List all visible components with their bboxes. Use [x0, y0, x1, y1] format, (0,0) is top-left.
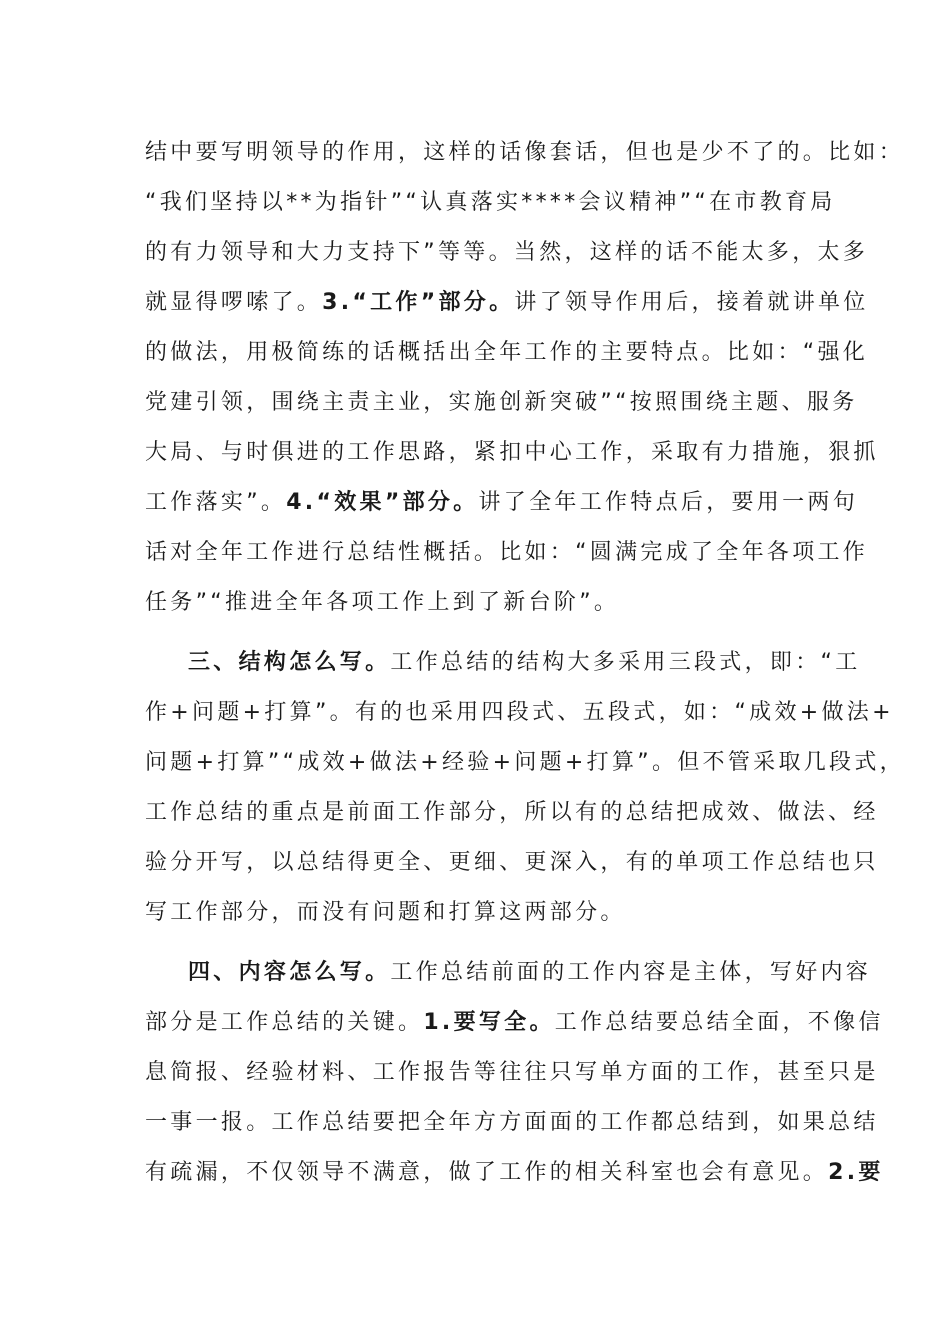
text-line	[145, 183, 836, 223]
text-line	[145, 533, 869, 573]
text-line	[145, 1153, 884, 1193]
text-line	[145, 843, 879, 883]
text-line	[145, 1053, 879, 1093]
text-line	[145, 383, 858, 423]
text-segment: 结中要写明领导的作用，这样的话像套话，但也是少不了的。比如：	[145, 140, 905, 165]
text-line	[145, 333, 869, 373]
text-line	[145, 1003, 884, 1043]
text-segment: 写工作部分，而没有问题和打算这两部分。	[145, 900, 626, 925]
bold-heading: 4.“效果”部分。	[286, 490, 479, 515]
text-segment: 有疏漏，不仅领导不满意，做了工作的相关科室也会有意见。	[145, 1160, 829, 1185]
text-segment: 任务”“推进全年各项工作上到了新台阶”。	[145, 590, 620, 615]
text-segment: 的有力领导和大力支持下”等等。当然，这样的话不能太多，太多	[145, 240, 869, 265]
text-line	[145, 893, 810, 933]
text-segment: 工作落实”。	[145, 490, 287, 515]
text-line	[145, 483, 859, 523]
text-line	[145, 743, 905, 783]
text-segment: 息简报、经验材料、工作报告等往往只写单方面的工作，甚至只是	[145, 1060, 879, 1085]
text-segment: 大局、与时俱进的工作思路，紧扣中心工作，采取有力措施，狠抓	[145, 440, 879, 465]
text-line	[188, 643, 861, 683]
section-heading: 三、结构怎么写。	[188, 650, 391, 675]
text-segment: 一事一报。工作总结要把全年方方面面的工作都总结到，如果总结	[145, 1110, 879, 1135]
text-segment: 讲了全年工作特点后，要用一两句	[478, 490, 859, 515]
text-line	[145, 583, 810, 623]
text-line	[188, 953, 872, 993]
text-segment: 工作总结的结构大多采用三段式，即：“工	[390, 650, 861, 675]
text-segment: 话对全年工作进行总结性概括。比如：“圆满完成了全年各项工作	[145, 540, 869, 565]
text-segment: “我们坚持以**为指针”“认真落实****会议精神”“在市教育局	[145, 190, 836, 215]
text-line	[145, 433, 879, 473]
text-segment: 作+问题+打算”。有的也采用四段式、五段式，如：“成效+做法+	[145, 700, 894, 725]
bold-heading: 1.要写全。	[423, 1010, 555, 1035]
bold-heading: 3.“工作”部分。	[322, 290, 515, 315]
text-segment: 工作总结前面的工作内容是主体，写好内容	[390, 960, 872, 985]
text-segment: 讲了领导作用后，接着就讲单位	[514, 290, 869, 315]
text-line	[145, 793, 879, 833]
text-segment: 验分开写，以总结得更全、更细、更深入，有的单项工作总结也只	[145, 850, 879, 875]
text-segment: 问题+打算”“成效+做法+经验+问题+打算”。但不管采取几段式，	[145, 750, 905, 775]
text-segment: 工作总结要总结全面，不像信	[554, 1010, 884, 1035]
text-line	[145, 283, 869, 323]
bold-heading: 2.要	[828, 1160, 884, 1185]
text-segment: 就显得啰嗦了。	[145, 290, 323, 315]
text-line	[145, 233, 869, 273]
text-line	[145, 693, 894, 733]
section-heading: 四、内容怎么写。	[188, 960, 391, 985]
text-segment: 部分是工作总结的关键。	[145, 1010, 424, 1035]
text-segment: 工作总结的重点是前面工作部分，所以有的总结把成效、做法、经	[145, 800, 879, 825]
text-line	[145, 1103, 879, 1143]
text-segment: 的做法，用极简练的话概括出全年工作的主要特点。比如：“强化	[145, 340, 869, 365]
text-segment: 党建引领，围绕主责主业，实施创新突破”“按照围绕主题、服务	[145, 390, 858, 415]
text-line	[145, 133, 905, 173]
